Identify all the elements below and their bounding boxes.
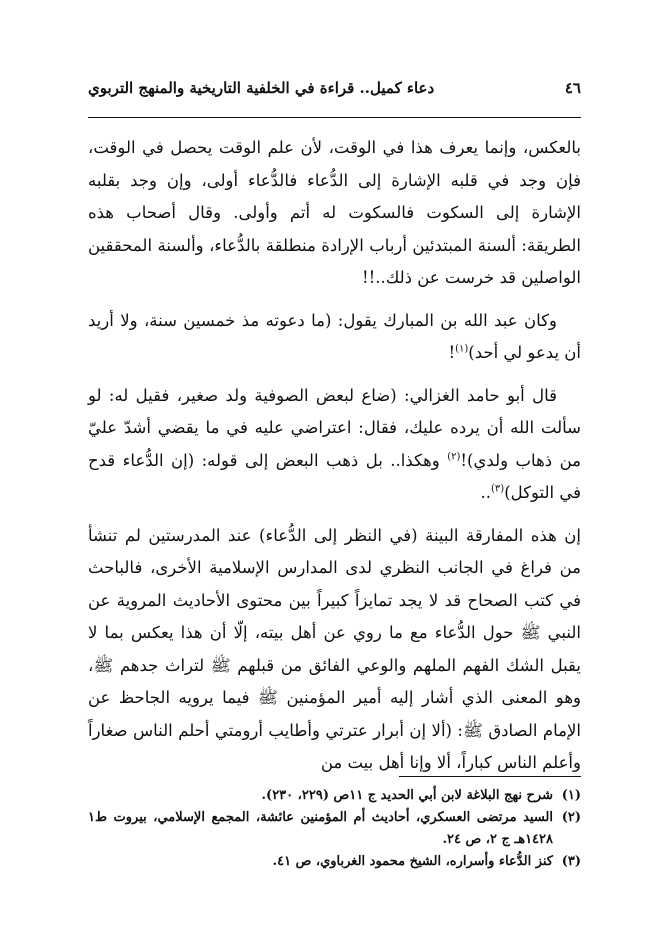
footnote-text: شرح نهج البلاغة لابن أبي الحديد ج ١١ص (٢٢٩، ٢٣٠).: [261, 788, 553, 803]
paragraph-2-end: !: [448, 343, 456, 362]
body-text: [88, 132, 581, 790]
footnotes: [88, 785, 581, 873]
footnote-ref-1[interactable]: (١): [455, 343, 469, 355]
footnote-number: (٢): [561, 810, 581, 825]
footnote-text: السيد مرتضى العسكري، أحاديث أم المؤمنين عائشة، المجمع الإسلامي، بيروت ط١ ١٤٢٨هـ ج ٢، ص ٢٤.: [88, 810, 553, 847]
paragraph-4: إن هذه المفارقة البينة (في النظر إلى الدُّعاء) عند المدرستين لم تنشأ من فراغ في الجانب النظري لدى المدارس الإسلامية الأخرى، فالباحث في كتب الصحاح قد لا يجد تمايزاً كبيراً بين محتوى الأحاديث المروية عن النبي ﷺ حول الدُّعاء مع ما روي عن أهل بيته، إلّا أن هذا يعكس بما لا يقبل الشك الفهم الملهم والوعي الفائق من قبلهم ﷺ لتراث جدهم ﷺ، وهو المعنى الذي أشار إليه أمير المؤمنين ﷺ فيما يرويه الجاحظ عن الإمام الصادق ﷺ: (ألا إن أبرار عترتي وأطايب أرومتي أحلم الناس صغاراً وأعلم الناس كباراً، ألا وإنا أهل بيت من: [88, 525, 581, 772]
paragraph-3-text-a: قال أبو حامد الغزالي: (ضاع لبعض الصوفية ولد صغير، فقيل له: لو سألت الله أن يرده عليك، فقال: اعتراضي عليه في ما يقضي أشدّ عليّ من ذهاب ولدي)!: [88, 385, 581, 470]
footnote-ref-3[interactable]: (٣): [491, 483, 505, 495]
paragraph-3-text-b: وهكذا.. بل ذهب البعض إلى قوله: (إن الدُّعاء قدح في التوكل): [88, 450, 581, 502]
paragraph-3: [88, 380, 581, 510]
footnote-ref-2[interactable]: (٢): [447, 451, 461, 462]
running-title: دعاء كميل.. قراءة في الخلفية التاريخية والمنهج التربوي: [88, 79, 435, 97]
footnote-2: [88, 807, 581, 851]
page-header: [88, 70, 581, 106]
footnote-number: (١): [561, 788, 581, 803]
page-number: ٤٦: [564, 79, 581, 97]
paragraph-1: بالعكس، وإنما يعرف هذا في الوقت، لأن علم الوقت يحصل في الوقت، فإن وجد في قلبه الإشارة إلى الدُّعاء فالدُّعاء أولى، وإن وجد بقلبه الإشارة إلى السكوت فالسكوت له أتم وأولى. وقال أصحاب هذه الطريقة: ألسنة المبتدئين أرباب الإرادة منطلقة بالدُّعاء، وألسنة المحققين الواصلين قد خرست عن ذلك..!!: [88, 138, 581, 287]
footnote-number: (٣): [561, 854, 581, 869]
paragraph-2: [88, 305, 581, 370]
header-divider: [88, 117, 581, 118]
footnote-divider: [399, 776, 581, 777]
paragraph-3-end: ..: [480, 483, 492, 502]
paragraph-2-text: وكان عبد الله بن المبارك يقول: (ما دعوته مذ خمسين سنة، ولا أريد أن يدعو لي أحد): [88, 310, 581, 362]
footnote-3: [88, 851, 581, 873]
footnote-1: [88, 785, 581, 807]
footnote-text: كنز الدُّعاء وأسراره، الشيخ محمود الغرباوي، ص ٤١.: [272, 854, 553, 869]
